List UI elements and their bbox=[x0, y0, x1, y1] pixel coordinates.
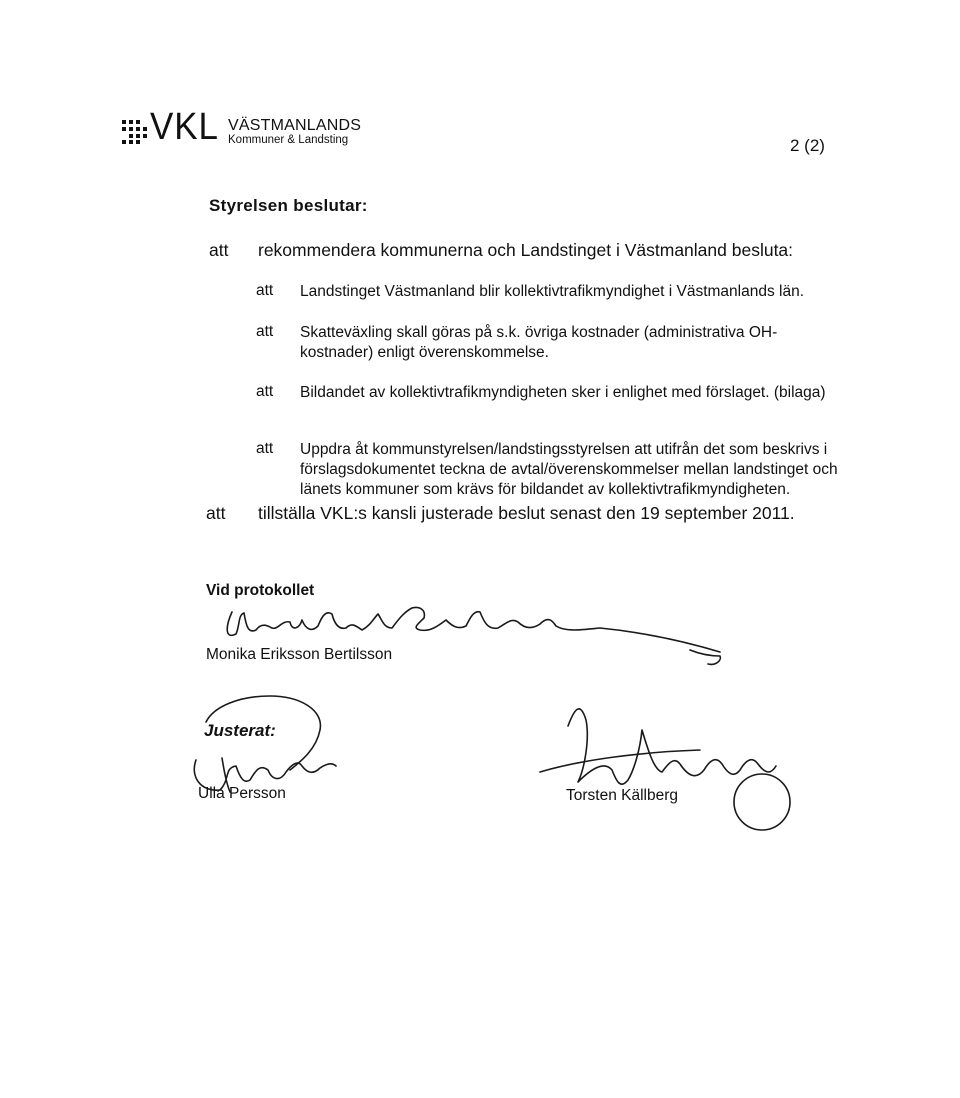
decision-sub-item-line: länets kommuner som krävs för bildandet av kollektivtrafikmyndigheten. bbox=[300, 481, 791, 498]
decision-heading: Styrelsen beslutar: bbox=[209, 196, 368, 215]
adjuster-name: Ulla Persson bbox=[198, 785, 286, 802]
decision-sub-item bbox=[300, 323, 900, 363]
vkl-logo-mark: VKL bbox=[150, 106, 219, 148]
logo-region-name: VÄSTMANLANDS bbox=[228, 117, 362, 134]
decision-sub-item-line: Skatteväxling skall göras på s.k. övriga kostnader (administrativa OH- bbox=[300, 324, 778, 341]
decision-sub-item-line: Landstinget Västmanland blir kollektivtrafikmyndighet i Västmanlands län. bbox=[300, 283, 805, 300]
decision-sub-item-line: Bildandet av kollektivtrafikmyndigheten sker i enlighet med förslaget. (bilaga) bbox=[300, 384, 826, 401]
vkl-logo-dots bbox=[120, 118, 150, 146]
att-label: att bbox=[256, 383, 274, 400]
justerat-label: Justerat: bbox=[204, 721, 276, 740]
att-label: att bbox=[209, 240, 229, 260]
signature-adjuster-2 bbox=[568, 709, 776, 784]
decision-final-text: tillställa VKL:s kansli justerade beslut senast den 19 september 2011. bbox=[258, 503, 795, 523]
att-label: att bbox=[256, 323, 274, 340]
logo-subtitle: Kommuner & Landsting bbox=[228, 134, 349, 146]
secretary-name: Monika Eriksson Bertilsson bbox=[206, 646, 393, 663]
page-number: 2 (2) bbox=[790, 136, 825, 155]
adjuster-name: Torsten Källberg bbox=[566, 787, 679, 804]
signature-flourish-loop bbox=[734, 774, 790, 830]
decision-sub-item bbox=[300, 440, 900, 500]
decision-sub-item-line: kostnader) enligt överenskommelse. bbox=[300, 344, 549, 361]
decision-sub-item bbox=[300, 282, 900, 302]
att-label: att bbox=[206, 503, 226, 523]
att-label: att bbox=[256, 282, 274, 299]
decision-sub-item-line: Uppdra åt kommunstyrelsen/landstingsstyrelsen att utifrån det som beskrivs i bbox=[300, 441, 828, 458]
protocol-label: Vid protokollet bbox=[206, 582, 315, 599]
decision-sub-item-line: förslagsdokumentet teckna de avtal/överenskommelser mellan landstinget och bbox=[300, 461, 838, 478]
decision-sub-item bbox=[300, 383, 900, 403]
decision-main-text: rekommendera kommunerna och Landstinget i Västmanland besluta: bbox=[258, 240, 794, 260]
att-label: att bbox=[256, 440, 274, 457]
